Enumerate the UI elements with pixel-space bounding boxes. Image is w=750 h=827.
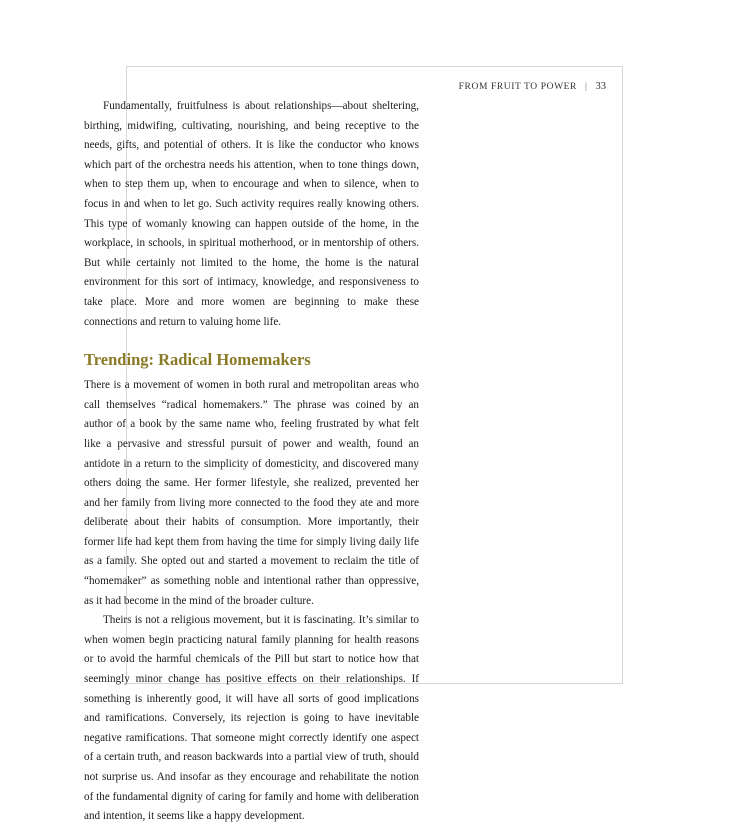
running-head-separator: | bbox=[584, 81, 588, 92]
section-heading: Trending: Radical Homemakers bbox=[84, 350, 311, 370]
running-head-title: FROM FRUIT TO POWER bbox=[458, 81, 577, 92]
page-number: 33 bbox=[595, 81, 606, 92]
paragraph-movement: Theirs is not a religious movement, but it is fascinating. It’s similar to when women begin practicing natural family planning for health reasons or to avoid the harmful chemicals of the Pill but start to notice how that seemingly minor change has positive effects on their relationships. If something is inherently good, it will have all sorts of good implications and ramifications. Conversely, its rejection is going to have inevitable negative ramifications. That someone might correctly identify one aspect of a certain truth, and reason backwards into a partial view of truth, should not surprise us. And insofar as they encourage and rehabilitate the notion of the fundamental dignity of caring for family and home with deliberation and intention, it seems like a happy development. bbox=[84, 614, 419, 823]
running-head bbox=[459, 81, 606, 92]
page-body bbox=[84, 97, 419, 827]
paragraph-radical-homemakers: There is a movement of women in both rural and metropolitan areas who call themselves “radical homemakers.” The phrase was coined by an author of a book by the same name who, feeling frustrated by what felt like a pervasive and stressful pursuit of power and wealth, found an antidote in a return to the simplicity of domesticity, and discovered many others doing the same. Her former lifestyle, she realized, prevented her and her family from living more connected to the food they ate and more deliberate about their habits of consumption. More importantly, their former life had kept them from having the time for simply living daily life as a family. She opted out and started a movement to reclaim the title of “homemaker” as something noble and intentional rather than oppressive, as it had become in the mind of the broader culture. bbox=[84, 379, 419, 607]
paragraph-fruitfulness: Fundamentally, fruitfulness is about relationships—about sheltering, birthing, midwifing, cultivating, nourishing, and being receptive to the needs, gifts, and potential of others. It is like the conductor who knows which part of the orchestra needs his attention, when to tone things down, when to step them up, when to encourage and when to silence, when to focus in and when to let go. Such activity requires really knowing others. This type of womanly knowing can happen outside of the home, in the workplace, in schools, in spiritual motherhood, or in mentorship of others. But while certainly not limited to the home, the home is the natural environment for this sort of intimacy, knowledge, and responsiveness to take place. More and more women are beginning to make these connections and return to valuing home life. bbox=[84, 100, 419, 328]
